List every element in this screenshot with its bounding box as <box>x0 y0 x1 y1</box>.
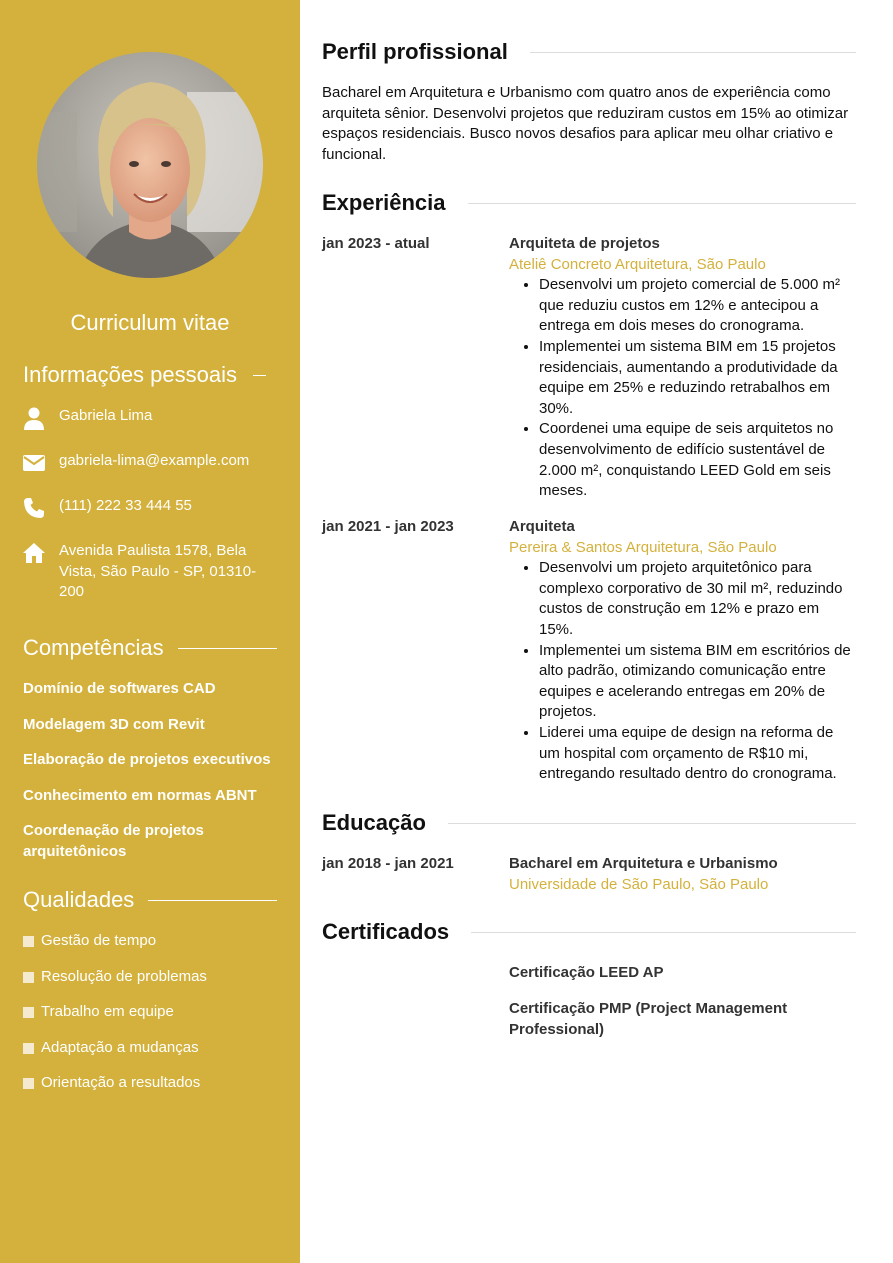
job-date: jan 2023 - atual <box>322 235 430 252</box>
heading-divider <box>448 823 856 824</box>
user-icon <box>22 406 46 430</box>
heading-divider <box>530 52 856 53</box>
envelope-icon <box>22 451 46 475</box>
education-school: Universidade de São Paulo, São Paulo <box>509 875 769 893</box>
home-icon <box>22 541 46 565</box>
quality-text: Adaptação a mudanças <box>41 1039 199 1056</box>
sidebar <box>0 0 300 1263</box>
personal-info-heading <box>23 362 277 388</box>
experience-heading <box>322 190 856 216</box>
quality-text: Resolução de problemas <box>41 968 207 985</box>
heading-divider <box>471 932 856 933</box>
square-bullet-icon <box>23 972 34 983</box>
education-entry <box>509 854 856 895</box>
quality-item <box>23 967 277 988</box>
heading-divider <box>468 203 856 204</box>
job-role: Arquiteta de projetos <box>509 235 660 252</box>
skills-heading-text: Competências <box>23 635 164 660</box>
contact-address <box>22 541 277 603</box>
square-bullet-icon <box>23 1043 34 1054</box>
phone-icon <box>22 496 46 520</box>
quality-item <box>23 1002 277 1023</box>
email-text[interactable]: gabriela-lima@example.com <box>59 452 250 469</box>
cv-title: Curriculum vitae <box>70 310 230 335</box>
quality-text: Orientação a resultados <box>41 1074 201 1091</box>
job-bullets <box>509 275 856 502</box>
square-bullet-icon <box>23 1078 34 1089</box>
certificate-item: Certificação PMP (Project Management Professional) <box>509 1000 788 1038</box>
profile-photo <box>37 52 263 278</box>
certificates-heading-text: Certificados <box>322 919 450 944</box>
skills-heading <box>23 635 277 661</box>
skill-item: Coordenação de projetos arquitetônicos <box>23 822 204 860</box>
quality-item <box>23 931 277 952</box>
profile-heading <box>322 39 856 65</box>
job-bullet: • Desenvolvi um projeto comercial de 5.000 m² que reduziu custos em 12% e antecipou a entrega em dois meses do cronograma. <box>539 275 856 337</box>
skill-item: Conhecimento em normas ABNT <box>23 787 257 804</box>
qualities-heading <box>23 887 277 913</box>
job-entry <box>509 234 856 502</box>
skill-item: Elaboração de projetos executivos <box>23 751 271 768</box>
heading-divider <box>253 375 266 376</box>
education-degree: Bacharel em Arquitetura e Urbanismo <box>509 855 778 872</box>
address-text: Avenida Paulista 1578, Bela Vista, São Paulo - SP, 01310-200 <box>59 542 257 600</box>
name-text: Gabriela Lima <box>59 407 153 424</box>
quality-item <box>23 1073 277 1094</box>
contact-email <box>22 451 277 475</box>
square-bullet-icon <box>23 1007 34 1018</box>
job-org: Pereira & Santos Arquitetura, São Paulo <box>509 538 777 556</box>
personal-info-heading-text: Informações pessoais <box>23 362 237 387</box>
contact-phone <box>22 496 277 520</box>
job-bullet: • Liderei uma equipe de design na reforma de um hospital com orçamento de R$10 mi, entregando resultado dentro do cronograma. <box>539 723 856 785</box>
profile-summary: Bacharel em Arquitetura e Urbanismo com quatro anos de experiência como arquiteta sênior. Desenvolvi projetos que reduziram custos em 15% ao otimizar espaços residenciais. Busco novos desafios para aplicar meu olhar criativo e funcional. <box>322 84 849 164</box>
certificates-heading <box>322 919 856 945</box>
quality-item <box>23 1038 277 1059</box>
heading-divider <box>148 900 277 901</box>
job-bullet: • Coordenei uma equipe de seis arquitetos no desenvolvimento de edifício sustentável de 2.000 m², conquistando LEED Gold em seis meses. <box>539 419 856 501</box>
job-org: Ateliê Concreto Arquitetura, São Paulo <box>509 255 766 273</box>
skill-item: Domínio de softwares CAD <box>23 680 216 697</box>
job-bullet: • Implementei um sistema BIM em 15 projetos residenciais, aumentando a produtividade da equipe em 25% e reduzindo retrabalhos em 30%. <box>539 337 856 419</box>
contact-name <box>22 406 277 430</box>
profile-heading-text: Perfil profissional <box>322 39 508 64</box>
job-entry <box>509 517 856 785</box>
quality-text: Trabalho em equipe <box>41 1003 174 1020</box>
job-bullet: • Desenvolvi um projeto arquitetônico para complexo corporativo de 30 mil m², reduzindo custos de construção em 12% e prazo em 15%. <box>539 558 856 640</box>
quality-text: Gestão de tempo <box>41 932 157 949</box>
square-bullet-icon <box>23 936 34 947</box>
job-bullets <box>509 558 856 785</box>
certificate-item: Certificação LEED AP <box>509 964 664 981</box>
qualities-heading-text: Qualidades <box>23 887 135 912</box>
job-date: jan 2021 - jan 2023 <box>322 518 454 535</box>
education-date: jan 2018 - jan 2021 <box>322 855 454 872</box>
phone-text[interactable]: (111) 222 33 444 55 <box>59 497 192 514</box>
job-bullet: • Implementei um sistema BIM em escritórios de alto padrão, otimizando comunicação entre equipes e acelerando entregas em 20% de projetos. <box>539 641 856 723</box>
job-role: Arquiteta <box>509 518 575 535</box>
experience-heading-text: Experiência <box>322 190 446 215</box>
heading-divider <box>178 648 277 649</box>
education-heading-text: Educação <box>322 810 426 835</box>
education-heading <box>322 810 856 836</box>
skill-item: Modelagem 3D com Revit <box>23 716 205 733</box>
